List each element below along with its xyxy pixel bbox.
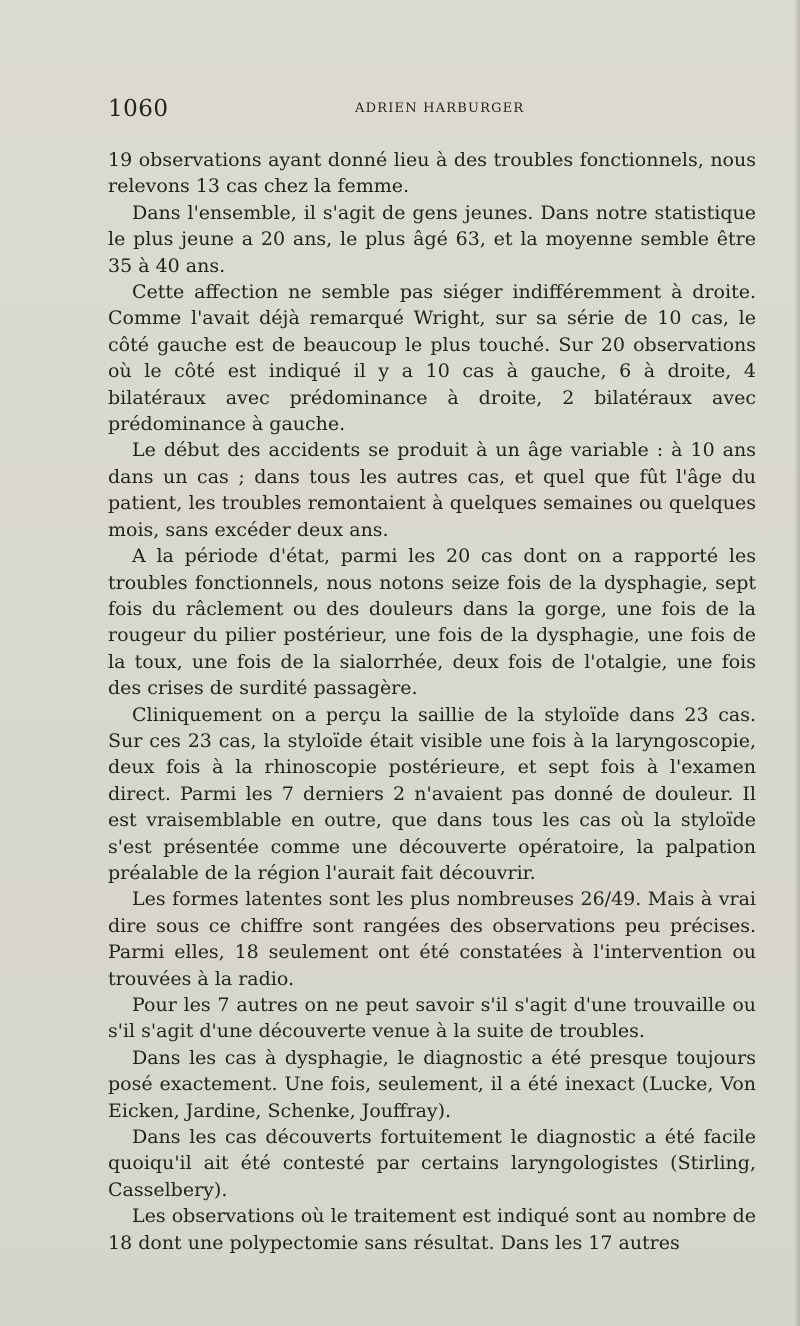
paragraph: Dans les cas découverts fortuitement le diagnostic a été facile quoiqu'il ait été contesté par certains laryngologistes (Stirling, Casselbery). [108, 1126, 756, 1201]
body-text [108, 147, 756, 1256]
paragraph: Pour les 7 autres on ne peut savoir s'il s'agit d'une trouvaille ou s'il s'agit d'une découverte venue à la suite de troubles. [108, 994, 756, 1043]
paragraph: Dans les cas à dysphagie, le diagnostic a été presque toujours posé exactement. Une fois, seulement, il a été inexact (Lucke, Von Eicken, Jardine, Schenke, Jouffray). [108, 1046, 756, 1122]
paragraph: Les formes latentes sont les plus nombreuses 26/49. Mais à vrai dire sous ce chiffre sont rangées des observations peu précises. Parmi elles, 18 seulement ont été constatées à l'intervention ou trouvées à la radio. [108, 888, 756, 990]
paragraph: Le début des accidents se produit à un âge variable : à 10 ans dans un cas ; dans tous les autres cas, et quel que fût l'âge du patient, les troubles remontaient à quelques semaines ou quelques mois, sans excéder deux ans. [108, 439, 756, 541]
paragraph: Les observations où le traitement est indiqué sont au nombre de 18 dont une polypectomie sans résultat. Dans les 17 autres [108, 1205, 756, 1254]
paragraph: Cette affection ne semble pas siéger indifféremment à droite. Comme l'avait déjà remarqué Wright, sur sa série de 10 cas, le côté gauche est de beaucoup le plus touché. Sur 20 observations où le côté est indiqué il y a 10 cas à gauche, 6 à droite, 4 bilatéraux avec prédominance à droite, 2 bilatéraux avec prédominance à gauche. [108, 281, 756, 436]
paragraph: Cliniquement on a perçu la saillie de la styloïde dans 23 cas. Sur ces 23 cas, la styloïde était visible une fois à la laryngoscopie, deux fois à la rhinoscopie postérieure, et sept fois à l'examen direct. Parmi les 7 derniers 2 n'avaient pas donné de douleur. Il est vraisemblable en outre, que dans tous les cas où la styloïde s'est présentée comme une découverte opératoire, la palpation préalable de la région l'aurait fait découvrir. [108, 703, 756, 884]
paragraph: Dans l'ensemble, il s'agit de gens jeunes. Dans notre statistique le plus jeune a 20 ans, le plus âgé 63, et la moyenne semble être 35 à 40 ans. [108, 201, 756, 277]
running-title: ADRIEN HARBURGER [355, 101, 525, 116]
page-number: 1060 [108, 96, 169, 122]
paragraph: 19 observations ayant donné lieu à des troubles fonctionnels, nous relevons 13 cas chez la femme. [108, 149, 756, 198]
running-head [108, 96, 756, 126]
paragraph: A la période d'état, parmi les 20 cas dont on a rapporté les troubles fonctionnels, nous notons seize fois de la dysphagie, sept fois du râclement ou des douleurs dans la gorge, une fois de la rougeur du pilier postérieur, une fois de la dysphagie, une fois de la toux, une fois de la sialorrhée, deux fois de l'otalgie, une fois des crises de surdité passagère. [108, 545, 756, 700]
